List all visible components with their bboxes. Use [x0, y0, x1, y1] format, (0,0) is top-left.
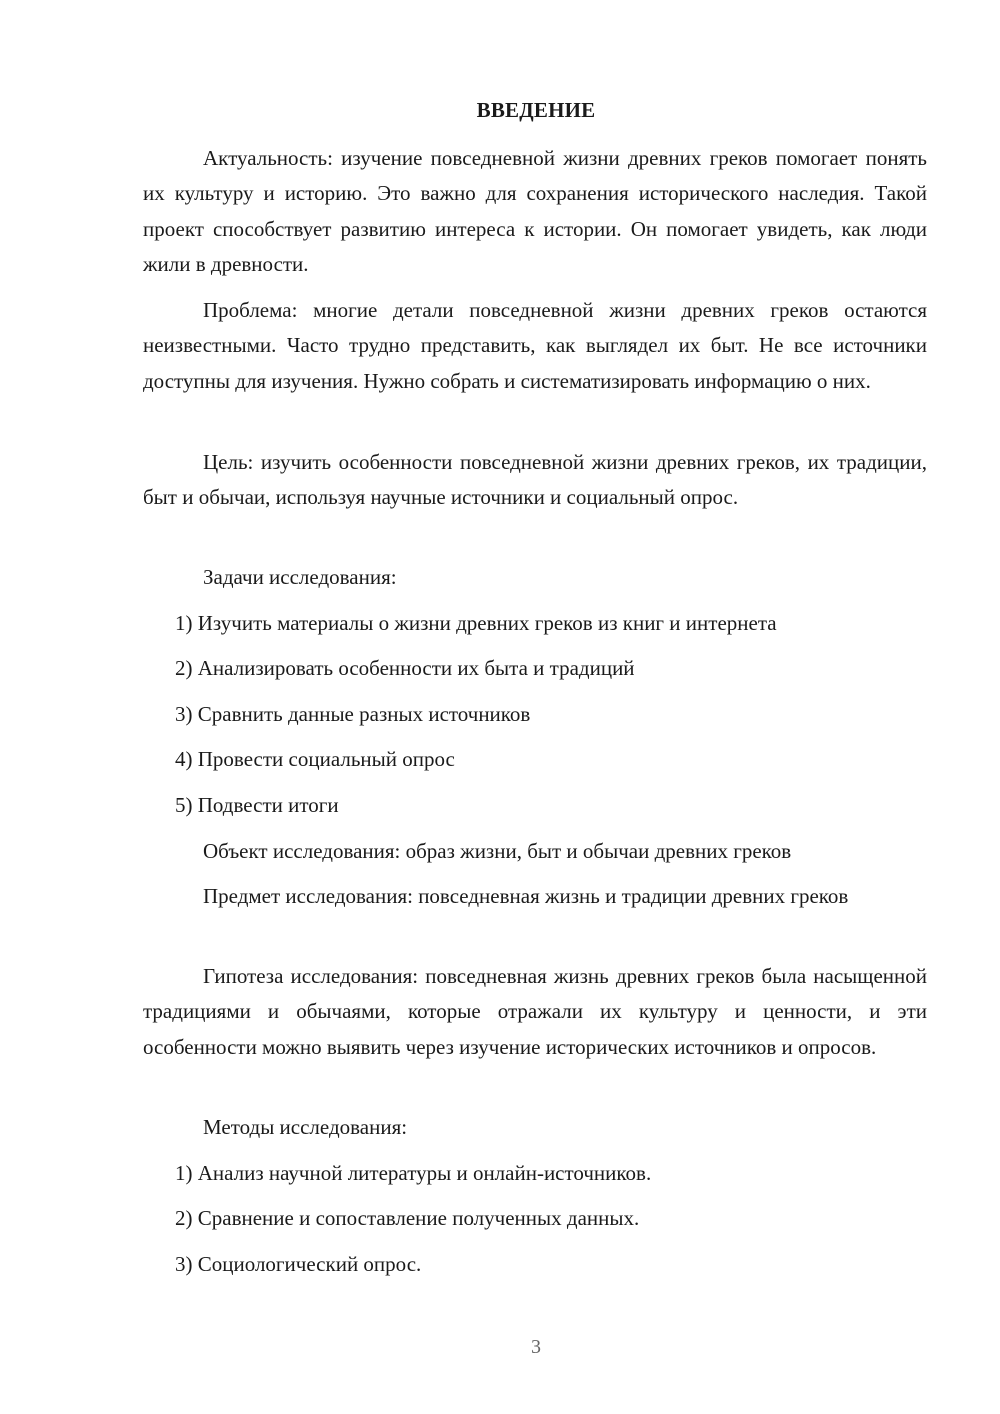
methods-heading: Методы исследования: [203, 1115, 408, 1139]
method-item: 2) Сравнение и сопоставление полученных данных. [175, 1206, 640, 1230]
page-title: ВВЕДЕНИЕ [476, 98, 596, 122]
problem-paragraph: Проблема: многие детали повседневной жизни древних греков остаются неизвестными. Часто трудно представить, как выглядел их быт. Не все источники доступны для изучения. Нужно собрать и систематизировать информацию о них. [143, 298, 927, 393]
task-item: 5) Подвести итоги [175, 793, 339, 817]
task-item: 4) Провести социальный опрос [175, 747, 455, 771]
task-item: 2) Анализировать особенности их быта и традиций [175, 656, 635, 680]
relevance-paragraph: Актуальность: изучение повседневной жизни древних греков помогает понять их культуру и историю. Это важно для сохранения исторического наследия. Такой проект способствует развитию интереса к истории. Он помогает увидеть, как люди жили в древности. [143, 146, 927, 276]
task-item: 1) Изучить материалы о жизни древних греков из книг и интернета [175, 611, 777, 635]
object-line: Объект исследования: образ жизни, быт и обычаи древних греков [203, 839, 792, 863]
tasks-heading: Задачи исследования: [203, 565, 397, 589]
task-item: 3) Сравнить данные разных источников [175, 702, 531, 726]
hypothesis-paragraph: Гипотеза исследования: повседневная жизнь древних греков была насыщенной традициями и обычаями, которые отражали их культуру и ценности, и эти особенности можно выявить через изучение исторических источников и опросов. [143, 964, 927, 1059]
method-item: 3) Социологический опрос. [175, 1252, 422, 1276]
method-item: 1) Анализ научной литературы и онлайн-источников. [175, 1161, 652, 1185]
goal-paragraph: Цель: изучить особенности повседневной жизни древних греков, их традиции, быт и обычаи, используя научные источники и социальный опрос. [143, 450, 927, 510]
subject-paragraph: Предмет исследования: повседневная жизнь и традиции древних греков [203, 884, 849, 908]
page-number: 3 [531, 1336, 541, 1358]
